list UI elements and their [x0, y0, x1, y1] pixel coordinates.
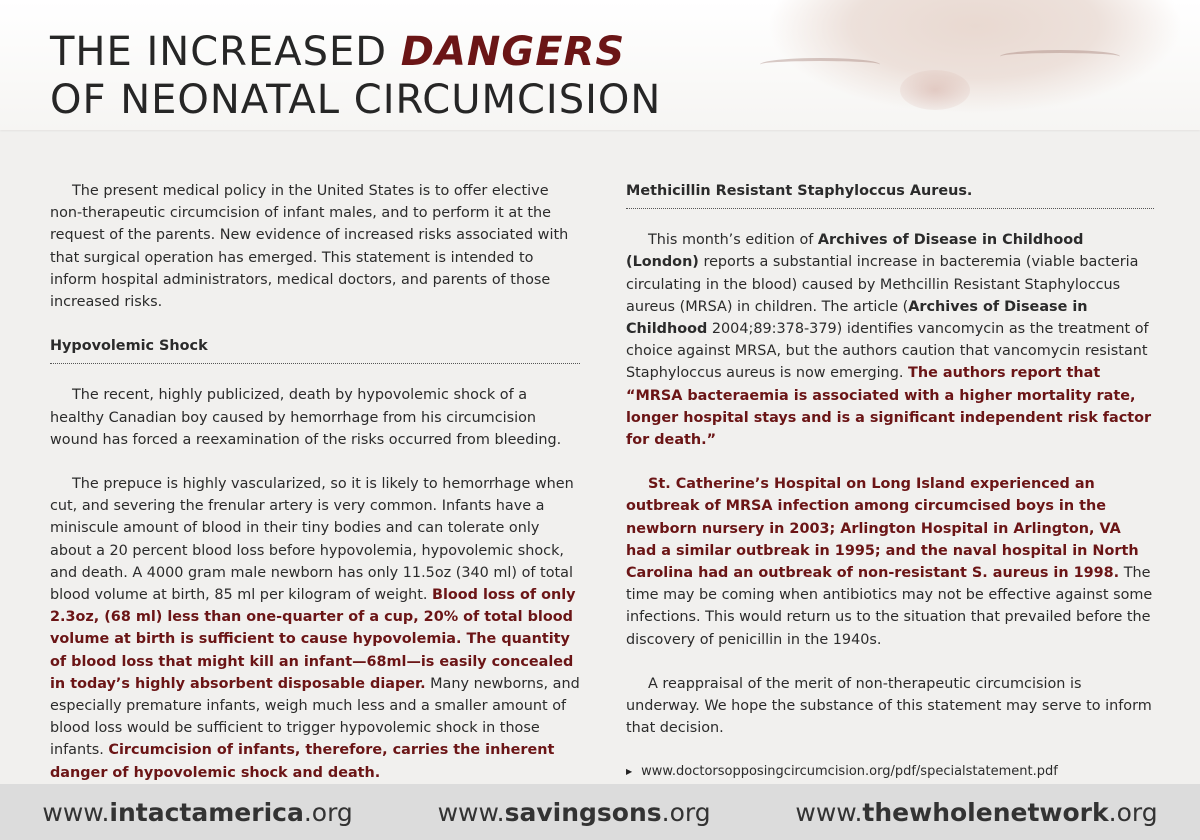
url-suffix: .org — [303, 797, 353, 827]
statement-link-text[interactable]: www.doctorsopposingcircumcision.org/pdf/specialstatement.pdf — [641, 764, 1058, 780]
page-title — [50, 28, 661, 124]
divider — [626, 208, 1154, 209]
url-prefix: www. — [437, 797, 505, 827]
highlight-blood-loss: Blood loss of only 2.3oz, (68 ml) less than one-quarter of a cup, 20% of total blood volume at birth is sufficient to cause hypovolemia. The quantity of blood loss that might kill an infant—68ml—is easily concealed in today’s highly absorbent disposable diaper. — [50, 587, 576, 692]
text-run: The prepuce is highly vascularized, so it is likely to hemorrhage when cut, and severing the frenular artery is very common. Infants have a miniscule amount of blood in their tiny bodies and can tolerate only about a 20 percent blood loss before hypovolemia, hypovolemic shock, and death. A 4000 gram male newborn has only 11.5oz (340 ml) of total blood volume at birth, 85 ml per kilogram of weight. — [50, 476, 574, 604]
statement-link[interactable] — [626, 761, 1154, 783]
baby-face-image — [700, 0, 1200, 130]
footer-link-thewholenetwork[interactable] — [795, 798, 1157, 827]
highlight-conclusion: Circumcision of infants, therefore, carries the inherent danger of hypovolemic shock and death. — [50, 742, 555, 781]
intro-paragraph: The present medical policy in the United States is to offer elective non-therapeutic circumcision of infant males, and to perform it at the request of the parents. New evidence of increased risks associated with that surgical operation has emerged. This statement is intended to inform hospital administrators, medical doctors, and parents of those increased risks. — [50, 183, 569, 311]
baby-eye-left — [760, 58, 880, 71]
hypovolemic-heading: Hypovolemic Shock — [50, 338, 208, 355]
title-emphasis: DANGERS — [400, 29, 626, 75]
right-column — [626, 180, 1154, 784]
footer-link-savingsons[interactable] — [438, 798, 711, 827]
url-name: savingsons — [504, 797, 662, 827]
text-run: 2004;89:378-379) identifies vancomycin as the treatment of choice against MRSA, but the authors caution that vancomycin resistant Staphyloccus aureus is now emerging. — [626, 321, 1149, 382]
text-run: The time may be coming when antibiotics may not be effective against some infections. This would return us to the situation that prevailed before the discovery of penicillin in the 1940s. — [626, 565, 1153, 648]
baby-eye-right — [1000, 50, 1120, 63]
baby-nose — [900, 70, 970, 110]
title-part1: THE INCREASED — [50, 29, 401, 75]
mrsa-paragraph-1 — [626, 229, 1154, 451]
url-prefix: www. — [795, 797, 863, 827]
triangle-right-icon: ▶ — [626, 767, 633, 777]
text-run: Many newborns, and especially premature infants, weigh much less and a smaller amount of blood loss would be sufficient to trigger hypovolemic shock in those infants. — [50, 675, 580, 759]
mrsa-paragraph-2 — [626, 473, 1154, 651]
footer-bar — [0, 784, 1200, 840]
highlight-outbreaks: St. Catherine’s Hospital on Long Island experienced an outbreak of MRSA infection among circumcised boys in the newborn nursery in 2003; Arlington Hospital in Arlington, VA had a similar outbreak in 1995; and the naval hospital in North Carolina had an outbreak of non-resistant S. aureus in 1998. — [626, 476, 1139, 582]
left-column — [50, 180, 580, 784]
journal-name: Archives of Disease in Childhood — [626, 298, 1088, 338]
url-name: thewholenetwork — [862, 797, 1109, 827]
hypovolemic-paragraph-2 — [50, 473, 580, 784]
highlight-mortality: The authors report that “MRSA bacteraemia is associated with a higher mortality rate, longer hospital stays and is a significant independent risk factor for death.” — [626, 365, 1152, 449]
reappraisal-paragraph: A reappraisal of the merit of non-therapeutic circumcision is underway. We hope the substance of this statement may serve to inform that decision. — [626, 675, 1152, 737]
url-suffix: .org — [1108, 797, 1158, 827]
mrsa-heading: Methicillin Resistant Staphyloccus Aureus. — [626, 183, 973, 199]
header-banner — [0, 0, 1200, 130]
hypovolemic-paragraph-1: The recent, highly publicized, death by hypovolemic shock of a healthy Canadian boy caused by hemorrhage from his circumcision wound has forced a reexamination of the risks occurred from bleeding. — [50, 387, 562, 448]
url-suffix: .org — [661, 797, 711, 827]
text-run: reports a substantial increase in bacteremia (viable bacteria circulating in the blood) caused by Methcillin Resistant Staphyloccus aureus (MRSA) in children. The article ( — [626, 254, 1139, 315]
url-prefix: www. — [42, 797, 110, 827]
divider — [50, 363, 580, 364]
footer-link-intactamerica[interactable] — [42, 798, 352, 827]
title-line2: OF NEONATAL CIRCUMCISION — [50, 77, 662, 123]
journal-name: Archives of Disease in Childhood (London) — [626, 232, 1084, 271]
text-run: This month’s edition of — [648, 232, 818, 249]
url-name: intactamerica — [109, 797, 304, 827]
